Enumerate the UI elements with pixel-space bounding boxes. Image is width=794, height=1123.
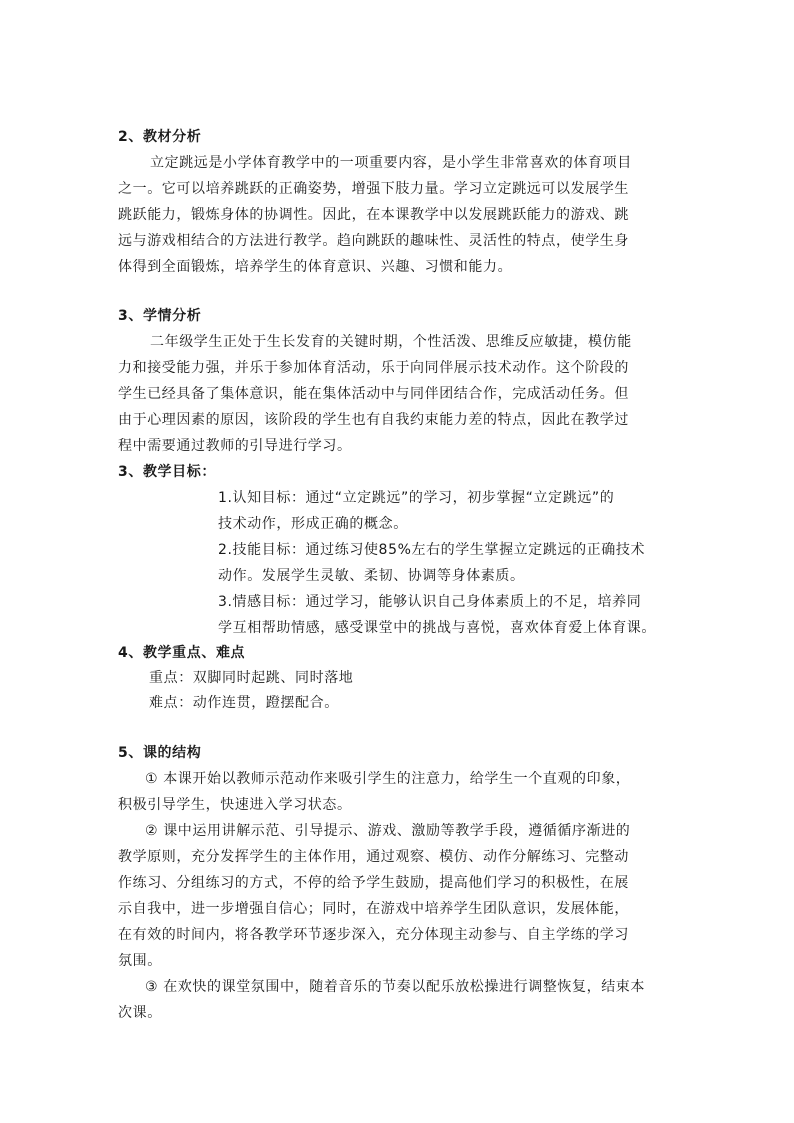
paragraph-line: 示自我中，进一步增强自信心；同时，在游戏中培养学生团队意识，发展体能， [118,901,629,917]
paragraph-line: 体得到全面锻炼，培养学生的体育意识、兴趣、习惯和能力。 [118,259,513,275]
section-heading-teaching-goals: 3、教学目标： [118,464,216,480]
paragraph-line: 立定跳远是小学体育教学中的一项重要内容，是小学生非常喜欢的体育项目 [150,155,632,171]
goal-line: 技术动作，形成正确的概念。 [218,516,408,532]
paragraph-line: ② 课中运用讲解示范、引导提示、游戏、激励等教学手段，遵循循序渐进的 [145,823,631,839]
key-point-line: 重点：双脚同时起跳、同时落地 [149,670,354,686]
paragraph-line: 作练习、分组练习的方式，不停的给予学生鼓励，提高他们学习的积极性，在展 [118,875,629,891]
paragraph-line: 由于心理因素的原因，该阶段的学生也有自我约束能力差的特点，因此在教学过 [118,412,629,428]
goal-line: 3.情感目标：通过学习，能够认识自己身体素质上的不足，培养同 [218,594,642,610]
section-heading-lesson-structure: 5、课的结构 [118,745,202,761]
paragraph-line: 积极引导学生，快速进入学习状态。 [118,797,352,813]
paragraph-line: ③ 在欢快的课堂氛围中，随着音乐的节奏以配乐放松操进行调整恢复，结束本 [145,979,645,995]
section-heading-textbook-analysis: 2、教材分析 [118,129,202,145]
section-heading-key-points: 4、教学重点、难点 [118,645,246,661]
goal-line: 动作。发展学生灵敏、柔韧、协调等身体素质。 [218,568,525,584]
paragraph-line: 远与游戏相结合的方法进行教学。趋向跳跃的趣味性、灵活性的特点，使学生身 [118,233,629,249]
paragraph-line: 跳跃能力，锻炼身体的协调性。因此，在本课教学中以发展跳跃能力的游戏、跳 [118,207,629,223]
section-heading-learner-analysis: 3、学情分析 [118,308,202,324]
goal-line: 学互相帮助情感，感受课堂中的挑战与喜悦，喜欢体育爱上体育课。 [218,620,656,636]
paragraph-line: 二年级学生正处于生长发育的关键时期，个性活泼、思维反应敏捷，模仿能 [150,334,632,350]
paragraph-line: 在有效的时间内，将各教学环节逐步深入，充分体现主动参与、自主学练的学习 [118,927,629,943]
paragraph-line: 氛围。 [118,953,162,969]
difficulty-line: 难点：动作连贯，蹬摆配合。 [149,695,339,711]
paragraph-line: 学生已经具备了集体意识，能在集体活动中与同伴团结合作，完成活动任务。但 [118,386,629,402]
paragraph-line: ① 本课开始以教师示范动作来吸引学生的注意力，给学生一个直观的印象， [145,771,631,787]
goal-line: 1.认知目标：通过“立定跳远”的学习，初步掌握“立定跳远”的 [218,490,615,506]
paragraph-line: 次课。 [118,1005,162,1021]
paragraph-line: 力和接受能力强，并乐于参加体育活动，乐于向同伴展示技术动作。这个阶段的 [118,360,629,376]
paragraph-line: 程中需要通过教师的引导进行学习。 [118,438,352,454]
paragraph-line: 教学原则，充分发挥学生的主体作用，通过观察、模仿、动作分解练习、完整动 [118,849,629,865]
paragraph-line: 之一。它可以培养跳跃的正确姿势，增强下肢力量。学习立定跳远可以发展学生 [118,181,629,197]
goal-line: 2.技能目标：通过练习使85%左右的学生掌握立定跳远的正确技术 [218,542,646,558]
